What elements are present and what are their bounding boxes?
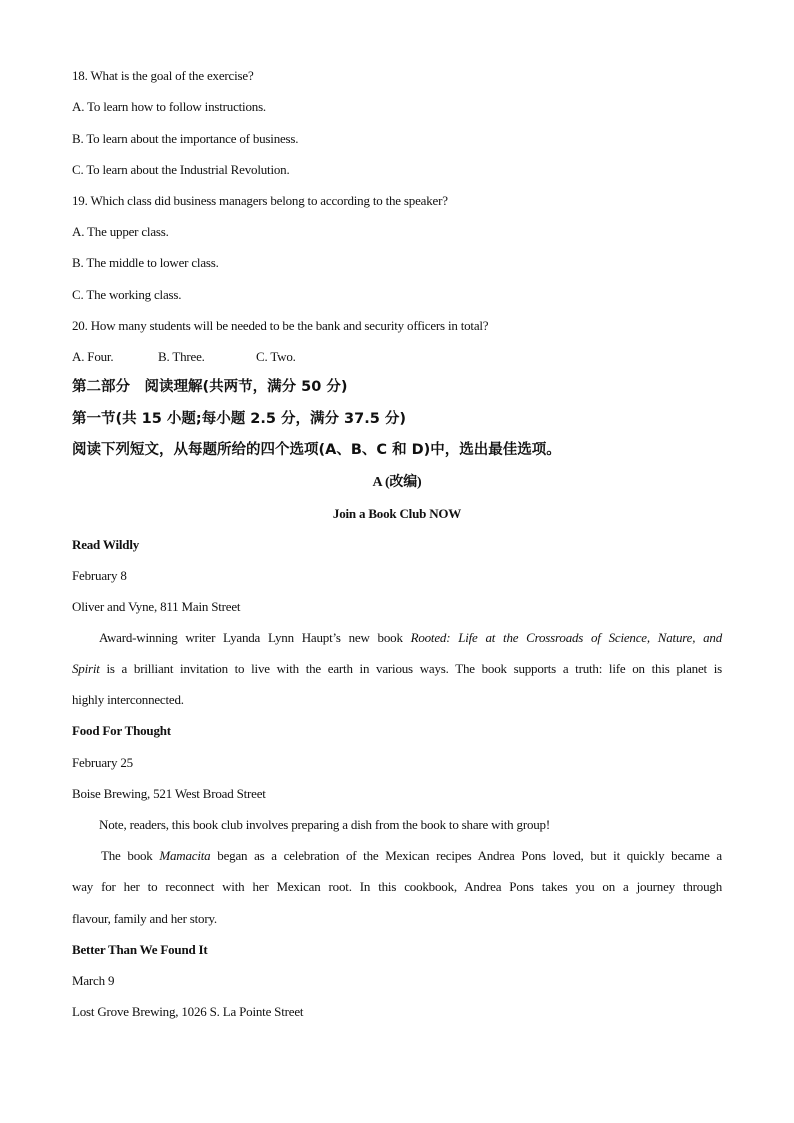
club-2-place: Boise Brewing, 521 West Broad Street [72, 786, 266, 801]
q18-option-a: A. To learn how to follow instructions. [72, 99, 266, 114]
question-19: 19. Which class did business managers belong to according to the speaker? [72, 193, 448, 208]
club-1-date: February 8 [72, 568, 127, 583]
club-2-text-1a: The book [101, 848, 160, 863]
club-2-text-line-2: way for her to reconnect with her Mexican root. In this cookbook, Andrea Pons takes you on a journey through [72, 879, 722, 894]
passage-title: Join a Book Club NOW [332, 506, 462, 521]
club-1-text-2b: is a brilliant invitation to live with the earth in various ways. The book supports a truth: life on this planet is [99, 661, 722, 676]
club-1-text-1a: Award-winning writer Lyanda Lynn Haupt’s new book [99, 630, 411, 645]
club-1-text-line-2 [72, 661, 722, 677]
club-2-text-1b: began as a celebration of the Mexican recipes Andrea Pons loved, but it quickly became a [210, 848, 722, 863]
club-2-book-title: Mamacita [159, 848, 211, 863]
club-3-name: Better Than We Found It [72, 942, 208, 957]
section-one-heading: 第一节(共 15 小题;每小题 2.5 分，满分 37.5 分) [72, 411, 406, 427]
q19-option-a: A. The upper class. [72, 224, 169, 239]
q19-option-b: B. The middle to lower class. [72, 255, 219, 270]
question-20: 20. How many students will be needed to be the bank and security officers in total? [72, 318, 489, 333]
club-2-text-line-3: flavour, family and her story. [72, 911, 217, 926]
club-1-place: Oliver and Vyne, 811 Main Street [72, 599, 241, 614]
club-1-book-title-1: Rooted: Life at the Crossroads of Science, Nature, and [410, 630, 722, 645]
club-1-book-title-2: Spirit [72, 661, 100, 676]
q20-option-c: C. Two. [256, 349, 296, 364]
passage-label: A (改编) [372, 475, 422, 490]
question-18: 18. What is the goal of the exercise? [72, 68, 254, 83]
club-2-name: Food For Thought [72, 723, 171, 738]
q20-options [72, 349, 722, 365]
reading-instruction: 阅读下列短文，从每题所给的四个选项(A、B、C 和 D)中，选出最佳选项。 [72, 442, 561, 458]
q19-option-c: C. The working class. [72, 287, 182, 302]
club-2-note: Note, readers, this book club involves preparing a dish from the book to share with group! [99, 817, 550, 832]
q20-option-b: B. Three. [158, 349, 205, 364]
club-3-date: March 9 [72, 973, 115, 988]
q20-option-a: A. Four. [72, 349, 114, 364]
club-3-place: Lost Grove Brewing, 1026 S. La Pointe Street [72, 1004, 304, 1019]
club-1-text-line-3: highly interconnected. [72, 692, 184, 707]
club-1-name: Read Wildly [72, 537, 140, 552]
club-2-text-line-1 [101, 848, 722, 864]
club-2-date: February 25 [72, 755, 133, 770]
club-1-text-line-1 [99, 630, 722, 646]
q18-option-b: B. To learn about the importance of business. [72, 131, 299, 146]
part-two-heading: 第二部分 阅读理解(共两节，满分 50 分) [72, 379, 348, 395]
q18-option-c: C. To learn about the Industrial Revolution. [72, 162, 290, 177]
